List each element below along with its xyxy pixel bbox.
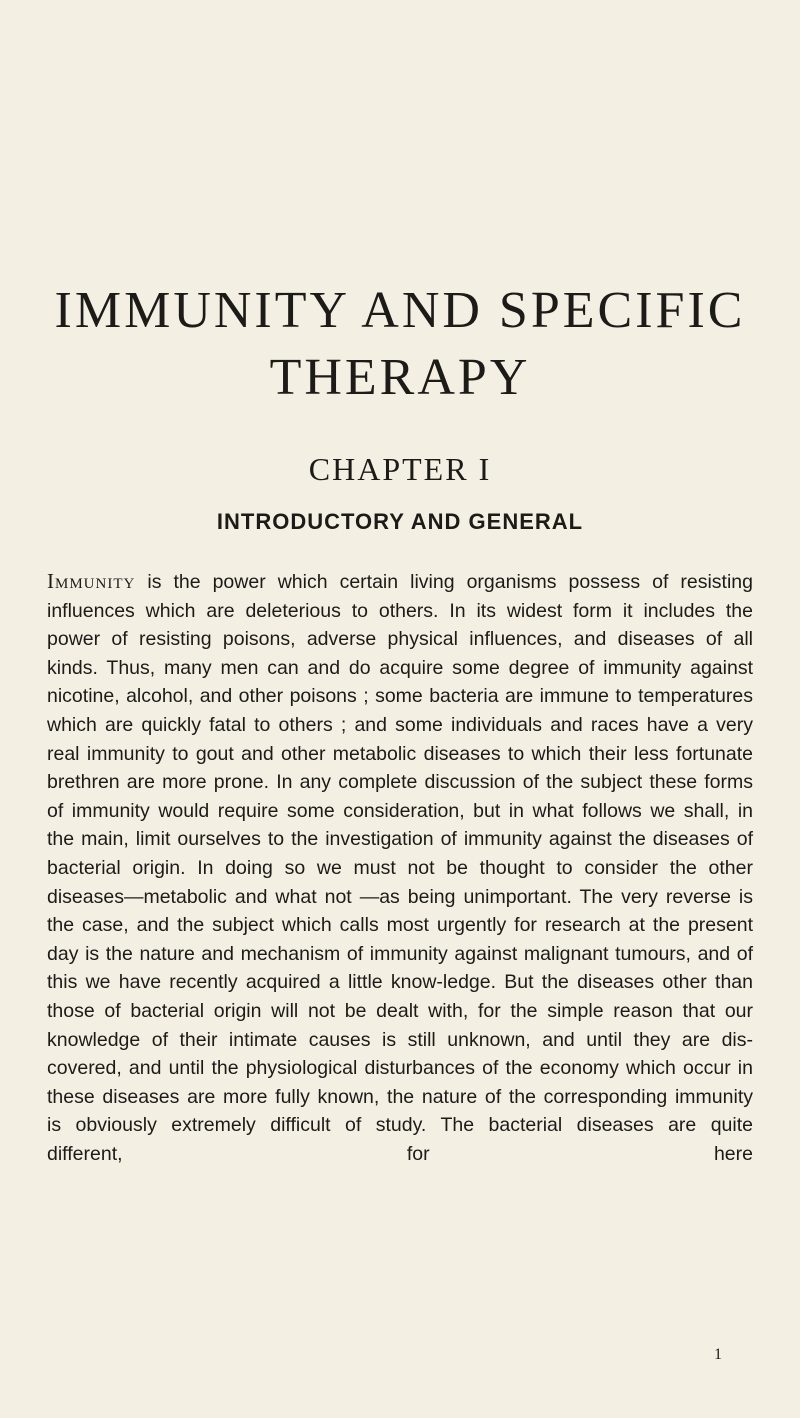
paragraph-text: is the power which certain living organisms possess of resisting influences which are deleterious to others. In its widest form it includes the power of resisting poisons, adverse physical influences, and diseases of all kinds. Thus, many men can and do acquire some degree of immunity against nicotine, alcohol, and other poisons ; some bacteria are immune to temperatures which are quickly fatal to others ; and some individuals and races have a very real immunity to gout and other metabolic diseases to which their less fortunate brethren are more prone. In any complete discussion of the subject these forms of immunity would require some consideration, but in what follows we shall, in the main, limit ourselves to the investigation of immunity against the diseases of bacterial origin. In doing so we must not be thought to consider the other diseases—metabolic and what not —as being unimportant. The very reverse is the case, and the subject which calls most urgently for research at the present day is the nature and mechanism of immunity against malignant tumours, and of this we have recently acquired a little know-ledge. But the diseases other than those of bacterial origin will not be dealt with, for the simple reason that our knowledge of their intimate causes is still unknown, and until they are dis-covered, and until the physiological disturbances of the economy which occur in these diseases are more fully known, the nature of the corresponding immunity is obviously extremely difficult of study. The bacterial diseases are quite different, for here — [47, 571, 753, 1165]
lead-word: Immunity — [47, 569, 136, 593]
book-title-line-2: THERAPY — [269, 349, 531, 406]
chapter-title: INTRODUCTORY AND GENERAL — [216, 509, 584, 534]
page-number: 1 — [714, 1346, 722, 1363]
chapter-number: CHAPTER I — [308, 451, 492, 487]
book-title-line-1: IMMUNITY AND SPECIFIC — [54, 282, 746, 339]
body-paragraph — [47, 567, 753, 1168]
